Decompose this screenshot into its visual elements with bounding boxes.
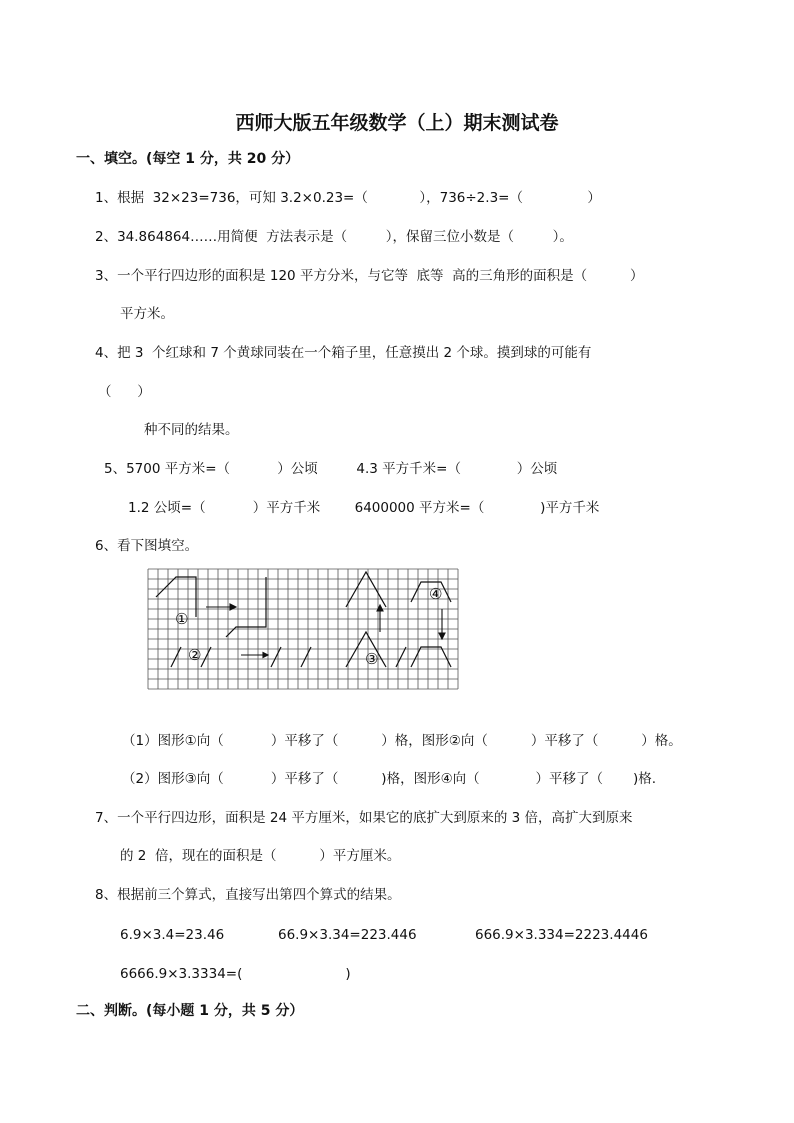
question-4-line-3: 种不同的结果。: [144, 422, 239, 438]
translation-arrows: [206, 604, 445, 658]
question-6: 6、看下图填空。: [95, 538, 199, 554]
shape-2-label: ②: [188, 646, 202, 664]
question-8: 8、根据前三个算式，直接写出第四个算式的结果。: [95, 887, 401, 903]
question-1: 1、根据 32×23=736，可知 3.2×0.23=（ ），736÷2.3=（ ）: [95, 190, 601, 206]
section-2-heading: 二、判断。(每小题 1 分，共 5 分）: [76, 1003, 304, 1019]
question-7-line-2: 的 2 倍，现在的面积是（ ）平方厘米。: [120, 848, 401, 864]
section-1-heading: 一、填空。(每空 1 分，共 20 分）: [76, 151, 300, 167]
question-6-part-1: （1）图形①向（ ）平移了（ ）格，图形②向（ ）平移了（ ）格。: [122, 733, 682, 749]
equation-2: 66.9×3.34=223.446: [278, 927, 417, 943]
question-4-line-1: 4、把 3 个红球和 7 个黄球同装在一个箱子里，任意摸出 2 个球。摸到球的可能有: [95, 345, 592, 361]
question-7-line-1: 7、一个平行四边形，面积是 24 平方厘米，如果它的底扩大到原来的 3 倍，高扩大到原来: [95, 810, 633, 826]
question-3-line-2: 平方米。: [120, 306, 174, 322]
question-3-line-1: 3、一个平行四边形的面积是 120 平方分米，与它等 底等 高的三角形的面积是（ ）: [95, 268, 644, 284]
equation-4: 6666.9×3.3334=( ): [120, 966, 351, 982]
shape-3-label: ③: [365, 650, 379, 668]
question-2: 2、34.864864……用简便 方法表示是（ ），保留三位小数是（ ）。: [95, 229, 573, 245]
question-4-line-2: （ ）: [98, 384, 151, 400]
page-title: 西师大版五年级数学（上）期末测试卷: [235, 112, 559, 134]
question-6-part-2: （2）图形③向（ ）平移了（ )格，图形④向（ ）平移了（ )格.: [122, 771, 657, 787]
question-5-line-2: 1.2 公顷=（ ）平方千米 6400000 平方米=（ )平方千米: [128, 500, 600, 516]
equation-1: 6.9×3.4=23.46: [120, 927, 225, 943]
translation-grid-figure: [146, 567, 464, 695]
grid-lines: [148, 569, 458, 689]
equation-3: 666.9×3.334=2223.4446: [475, 927, 648, 943]
shape-4-label: ④: [429, 585, 443, 603]
shape-1-label: ①: [175, 610, 189, 628]
question-5-line-1: 5、5700 平方米=（ ）公顷 4.3 平方千米=（ ）公顷: [104, 461, 558, 477]
